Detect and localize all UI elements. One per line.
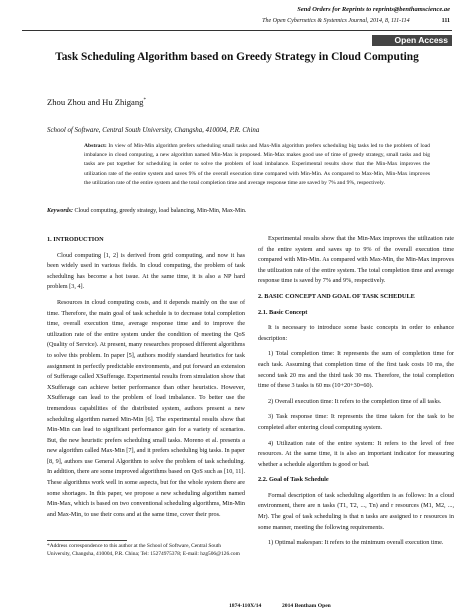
goal-item-1: 1) Optimal makespan: It refers to the minimum overall execution time. (268, 539, 444, 547)
subsection-heading-2-2: 2.2. Goal of Task Schedule (258, 476, 329, 484)
keywords-label: Keywords: (47, 208, 73, 214)
section-heading-basic-concept: 2. BASIC CONCEPT AND GOAL OF TASK SCHEDULE (258, 292, 415, 300)
publisher-line: 2014 Bentham Open (282, 603, 331, 609)
right-column (258, 234, 454, 554)
open-access-badge: Open Access (372, 35, 452, 46)
header-rule (22, 30, 452, 31)
section-heading-introduction: 1. INTRODUCTION (47, 236, 104, 243)
intro-paragraph-2: Resources in cloud computing costs, and it depends mainly on the use of time. Therefore, the main goal of task schedule is to decrease total completion time, overall execution time, average response time and to improve the utilization rate of the entire system under the condition of meeting the QoS (Quality of Service). At present, many researches proposed different algorithms to solve this problem. In paper [5], authors modify standard heuristics for task assignment in perfectly predictable environments, and put forward an extension of Sufferage called XSufferage. Experimental results from simulation show that XSufferage can achieve better performance than other heuristics. However, XSufferage can lead to the problem of load imbalance. To better use the tremendous capabilities of the distributed system, authors present a new scheduling algorithm named Min-Min [6]. The experimental results show that Min-Min can lead to significant performance gain for a variety of scenarios. But, the new heuristic prefers scheduling small tasks. Moreno et al. presents a new algorithm called Max-Min [7], and it prefers scheduling big tasks. In paper [8, 9], authors use General Algorithm to solve the problem of task scheduling. In addition, there are some improved algorithms based on QoS such as [10, 11]. These algorithms work well in some aspects, but for the whole system there are some shortages. In this paper, we propose a new scheduling algorithm named Min-Max, which is based on two conventional scheduling algorithms, Min-Min and Max-Min, to use their cons and at the same time, cover their pros. (47, 298, 245, 518)
journal-line (0, 18, 450, 24)
author-names: Zhou Zhou and Hu Zhigang (47, 97, 144, 107)
journal-citation: The Open Cybernetics & Systemics Journal, 2014, 8, 111-114 (262, 18, 410, 24)
basic-concept-paragraph: It is necessary to introduce some basic concepts in order to enhance description: (258, 324, 454, 342)
authors (47, 97, 146, 107)
keywords-text: Cloud computing, greedy strategy, load balancing, Min-Min, Max-Min. (74, 208, 247, 214)
abstract-text: In view of Min-Min algorithm prefers scheduling small tasks and Max-Min algorithm prefers scheduling big tasks led to the problem of load imbalance in cloud computing, a new algorithm named Min-Max is proposed. Min-Max makes good use of time of greedy strategy, small tasks and big tasks are put together for scheduling in order to solve the problem of load imbalance. Experimental results show that the Min-Max improves the utilization rate of the entire system and saves 9% of the overall execution time compared with Min-Min. As compared to Max-Min, Min-Max improves the utilization rate of the entire system and the total completion time and average response time are saved by 7% and 9%, respectively. (84, 143, 430, 186)
concept-item-2: 2) Overall execution time: It refers to the completion time of all tasks. (268, 397, 442, 405)
paper-title: Task Scheduling Algorithm based on Greedy Strategy in Cloud Computing (55, 51, 419, 63)
reprints-line: Send Orders for Reprints to reprints@benthamscience.ae (297, 6, 450, 13)
intro-paragraph-1: Cloud computing [1, 2] is derived from grid computing, and now it has been widely used in various fields. In cloud computing, the problem of task scheduling has become a hot issue. At the same time, it is also a NP hard problem [3, 4]. (47, 251, 245, 291)
affiliation: School of Software, Central South University, Changsha, 410004, P.R. China (47, 127, 260, 134)
concept-item-4: 4) Utilization rate of the entire system: It refers to the level of free resources. At the same time, it is also an important indicator for measuring whether a schedule algorithm is good or bad. (258, 439, 454, 468)
issn: 1874-110X/14 (229, 603, 262, 609)
keywords (47, 208, 447, 214)
intro-paragraph-3: Experimental results show that the Min-Max improves the utilization rate of the entire system and saves up to 9% of the overall execution time compared with Min-Min. As compared with Max-Min, the Min-Max improves the utilization rate of the entire system. The total completion time and average response time is saved by 7% and 9%, respectively. (258, 235, 454, 285)
author-footnote-mark: * (143, 98, 146, 104)
concept-item-3: 3) Task response time: It represents the time taken for the task to be completed after entering cloud computing system. (258, 413, 454, 431)
abstract (84, 142, 430, 188)
goal-paragraph: Formal description of task scheduling algorithm is as follows: In a cloud environment, there are n tasks (T1, T2, ..., Tn) and r resources (M1, M2, ..., Mr). The goal of task scheduling is that n tasks are assigned to r resources in some manner, meeting the following requirements. (258, 491, 454, 531)
footnote-rule (47, 540, 127, 541)
left-column (47, 235, 245, 525)
page-number: 111 (441, 18, 450, 24)
abstract-label: Abstract: (84, 143, 107, 149)
subsection-heading-2-1: 2.1. Basic Concept (258, 308, 308, 316)
concept-item-1: 1) Total completion time: It represents the sum of completion time for each task. Assuming that completion time of the first task costs 10 ms, the second task 20 ms and the third task 30 ms. Therefore, the total completion time of these 3 tasks is 60 ms (10+20+30=60). (258, 350, 454, 390)
correspondence-footnote: *Address correspondence to this author at the School of Software, Central South University, Changsha, 410004, P.R. China; Tel: 15274975378; E-mail: hzg506@126.com (47, 543, 240, 557)
